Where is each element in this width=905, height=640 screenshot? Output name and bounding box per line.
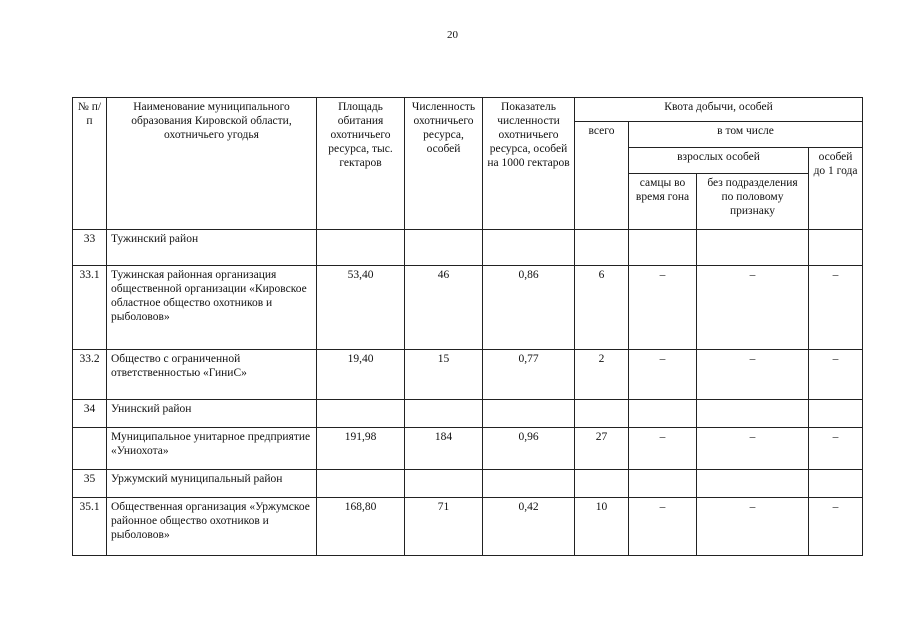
row-index [483, 230, 575, 266]
table-row [73, 230, 863, 266]
page-number: 20 [447, 29, 458, 41]
header-count: Численность охотничьего ресурса, особей [405, 98, 483, 230]
header-adults: взрослых особей [629, 148, 809, 174]
row-nosex: – [697, 266, 809, 350]
row-index: 0,96 [483, 428, 575, 470]
table-row [73, 400, 863, 428]
row-num: 35.1 [73, 498, 107, 556]
row-total: 10 [575, 498, 629, 556]
row-index [483, 400, 575, 428]
row-males [629, 230, 697, 266]
row-total: 6 [575, 266, 629, 350]
header-name: Наименование муниципального образования Кировской области, охотничьего угодья [107, 98, 317, 230]
row-index: 0,42 [483, 498, 575, 556]
row-total: 2 [575, 350, 629, 400]
row-area: 191,98 [317, 428, 405, 470]
row-num [73, 428, 107, 470]
row-nosex: – [697, 350, 809, 400]
row-name: Унинский район [107, 400, 317, 428]
row-nosex [697, 470, 809, 498]
row-count: 71 [405, 498, 483, 556]
row-num: 33.2 [73, 350, 107, 400]
row-num: 33.1 [73, 266, 107, 350]
row-total [575, 470, 629, 498]
row-under1: – [809, 428, 863, 470]
table-row [73, 428, 863, 470]
row-area [317, 470, 405, 498]
row-name: Общество с ограниченной ответственностью «ГиниС» [107, 350, 317, 400]
row-males [629, 470, 697, 498]
row-area: 53,40 [317, 266, 405, 350]
row-under1 [809, 470, 863, 498]
row-num: 33 [73, 230, 107, 266]
row-area: 168,80 [317, 498, 405, 556]
table-row [73, 498, 863, 556]
header-total: всего [575, 122, 629, 230]
row-males: – [629, 266, 697, 350]
row-count [405, 400, 483, 428]
row-males: – [629, 498, 697, 556]
row-count: 15 [405, 350, 483, 400]
row-males: – [629, 428, 697, 470]
header-males: самцы во время гона [629, 174, 697, 230]
row-area [317, 400, 405, 428]
header-under1: особей до 1 года [809, 148, 863, 230]
row-count: 46 [405, 266, 483, 350]
row-under1: – [809, 350, 863, 400]
table-row [73, 266, 863, 350]
row-area [317, 230, 405, 266]
header-area: Площадь обитания охотничьего ресурса, тыс. гектаров [317, 98, 405, 230]
row-name: Тужинская районная организация общественной организации «Кировское областное общество охотников и рыболовов» [107, 266, 317, 350]
header-quota: Квота добычи, особей [575, 98, 863, 122]
row-males: – [629, 350, 697, 400]
table-row [73, 470, 863, 498]
row-num: 35 [73, 470, 107, 498]
row-name: Общественная организация «Уржумское районное общество охотников и рыболовов» [107, 498, 317, 556]
header-num: № п/п [73, 98, 107, 230]
row-name: Тужинский район [107, 230, 317, 266]
row-index [483, 470, 575, 498]
header-nosex: без подразделения по половому признаку [697, 174, 809, 230]
row-total [575, 400, 629, 428]
quota-table [72, 97, 863, 556]
table-row [73, 350, 863, 400]
row-index: 0,77 [483, 350, 575, 400]
row-num: 34 [73, 400, 107, 428]
row-total [575, 230, 629, 266]
row-under1 [809, 400, 863, 428]
row-nosex: – [697, 428, 809, 470]
row-count: 184 [405, 428, 483, 470]
row-under1: – [809, 498, 863, 556]
row-index: 0,86 [483, 266, 575, 350]
row-count [405, 470, 483, 498]
row-name: Уржумский муниципальный район [107, 470, 317, 498]
row-count [405, 230, 483, 266]
header-index: Показатель численности охотничьего ресурса, особей на 1000 гектаров [483, 98, 575, 230]
row-total: 27 [575, 428, 629, 470]
row-nosex [697, 400, 809, 428]
row-under1: – [809, 266, 863, 350]
row-males [629, 400, 697, 428]
header-including: в том числе [629, 122, 863, 148]
row-nosex [697, 230, 809, 266]
row-area: 19,40 [317, 350, 405, 400]
row-name: Муниципальное унитарное предприятие «Униохота» [107, 428, 317, 470]
row-nosex: – [697, 498, 809, 556]
row-under1 [809, 230, 863, 266]
